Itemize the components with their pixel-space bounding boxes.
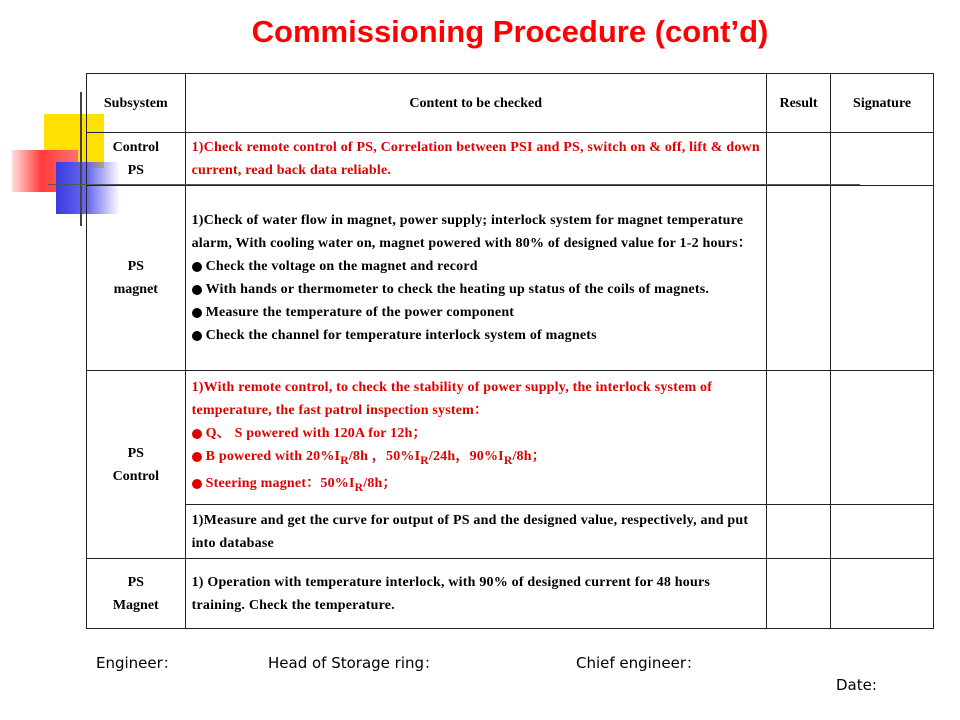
subsystem-line: Magnet <box>112 597 159 613</box>
table-row <box>87 133 934 186</box>
subsystem-line: PS <box>127 163 144 178</box>
bullet-item: Check the voltage on the magnet and record <box>192 255 760 278</box>
decoration-horizontal-line <box>48 184 860 185</box>
bullet-item: Measure the temperature of the power component <box>192 301 760 324</box>
subscript: R <box>503 454 513 467</box>
content-cell <box>185 371 766 505</box>
table-row <box>87 559 934 629</box>
table-row <box>87 186 934 371</box>
subsystem-line: PS <box>127 574 144 590</box>
subsystem-line: magnet <box>113 282 158 297</box>
subscript: R <box>420 454 429 467</box>
subsystem-cell <box>87 186 186 371</box>
signature-footer <box>0 650 960 710</box>
result-cell[interactable] <box>766 559 830 629</box>
head-of-storage-ring-label: Head of Storage ring： <box>268 654 440 672</box>
result-cell[interactable] <box>766 505 830 559</box>
content-cell <box>185 186 766 371</box>
content-cell: 1) Operation with temperature interlock, with 90% of designed current for 48 hours training. Check the temperature. <box>185 559 766 629</box>
decoration-vertical-line <box>80 92 82 226</box>
bullet-text: Steering magnet：50%I <box>205 476 355 491</box>
header-signature: Signature <box>831 74 934 133</box>
header-content: Content to be checked <box>185 74 766 133</box>
bullet-item: Q、 S powered with 120A for 12h； <box>192 422 760 445</box>
table-row <box>87 505 934 559</box>
result-cell[interactable] <box>766 133 830 186</box>
bullet-item: Check the channel for temperature interlock system of magnets <box>192 324 760 347</box>
table-row <box>87 371 934 505</box>
chief-engineer-label: Chief engineer： <box>576 654 701 672</box>
bullet-item <box>192 472 760 499</box>
signature-cell[interactable] <box>831 371 934 505</box>
procedure-table <box>86 73 934 629</box>
subsystem-cell <box>87 133 186 186</box>
table-header-row <box>87 74 934 133</box>
subsystem-cell <box>87 559 186 629</box>
bullet-text: /24h，90%I <box>428 449 504 465</box>
engineer-label: Engineer： <box>96 654 178 672</box>
bullet-text: /8h； <box>363 476 397 491</box>
content-intro: 1)Check of water flow in magnet, power supply; interlock system for magnet temperature alarm, With cooling water on, magnet powered with 80% of designed value for 1-2 hours： <box>191 213 752 251</box>
subsystem-line: Control <box>112 468 159 484</box>
signature-cell[interactable] <box>831 186 934 371</box>
subsystem-line: PS <box>127 445 144 461</box>
content-intro: 1)With remote control, to check the stability of power supply, the interlock system of temperature, the fast patrol inspection system： <box>191 380 713 419</box>
bullet-item <box>192 445 760 472</box>
signature-cell[interactable] <box>831 559 934 629</box>
subsystem-line: Control <box>112 140 159 155</box>
signature-cell[interactable] <box>831 505 934 559</box>
date-label: Date: <box>836 676 877 694</box>
bullet-item: With hands or thermometer to check the heating up status of the coils of magnets. <box>192 278 760 301</box>
header-subsystem: Subsystem <box>87 74 186 133</box>
content-cell: 1)Check remote control of PS, Correlation between PSI and PS, switch on & off, lift & down current, read back data reliable. <box>185 133 766 186</box>
bullet-text: B powered with 20%I <box>205 449 341 465</box>
bullet-text: /8h ，50%I <box>348 449 421 465</box>
result-cell[interactable] <box>766 371 830 505</box>
header-result: Result <box>766 74 830 133</box>
subscript: R <box>354 480 364 494</box>
result-cell[interactable] <box>766 186 830 371</box>
page-title: Commissioning Procedure (cont’d) <box>251 14 769 49</box>
subscript: R <box>340 454 349 467</box>
subsystem-cell <box>87 371 186 559</box>
bullet-text: /8h； <box>512 449 546 465</box>
content-cell: 1)Measure and get the curve for output of PS and the designed value, respectively, and put into database <box>185 505 766 559</box>
signature-cell[interactable] <box>831 133 934 186</box>
subsystem-line: PS <box>127 259 144 274</box>
